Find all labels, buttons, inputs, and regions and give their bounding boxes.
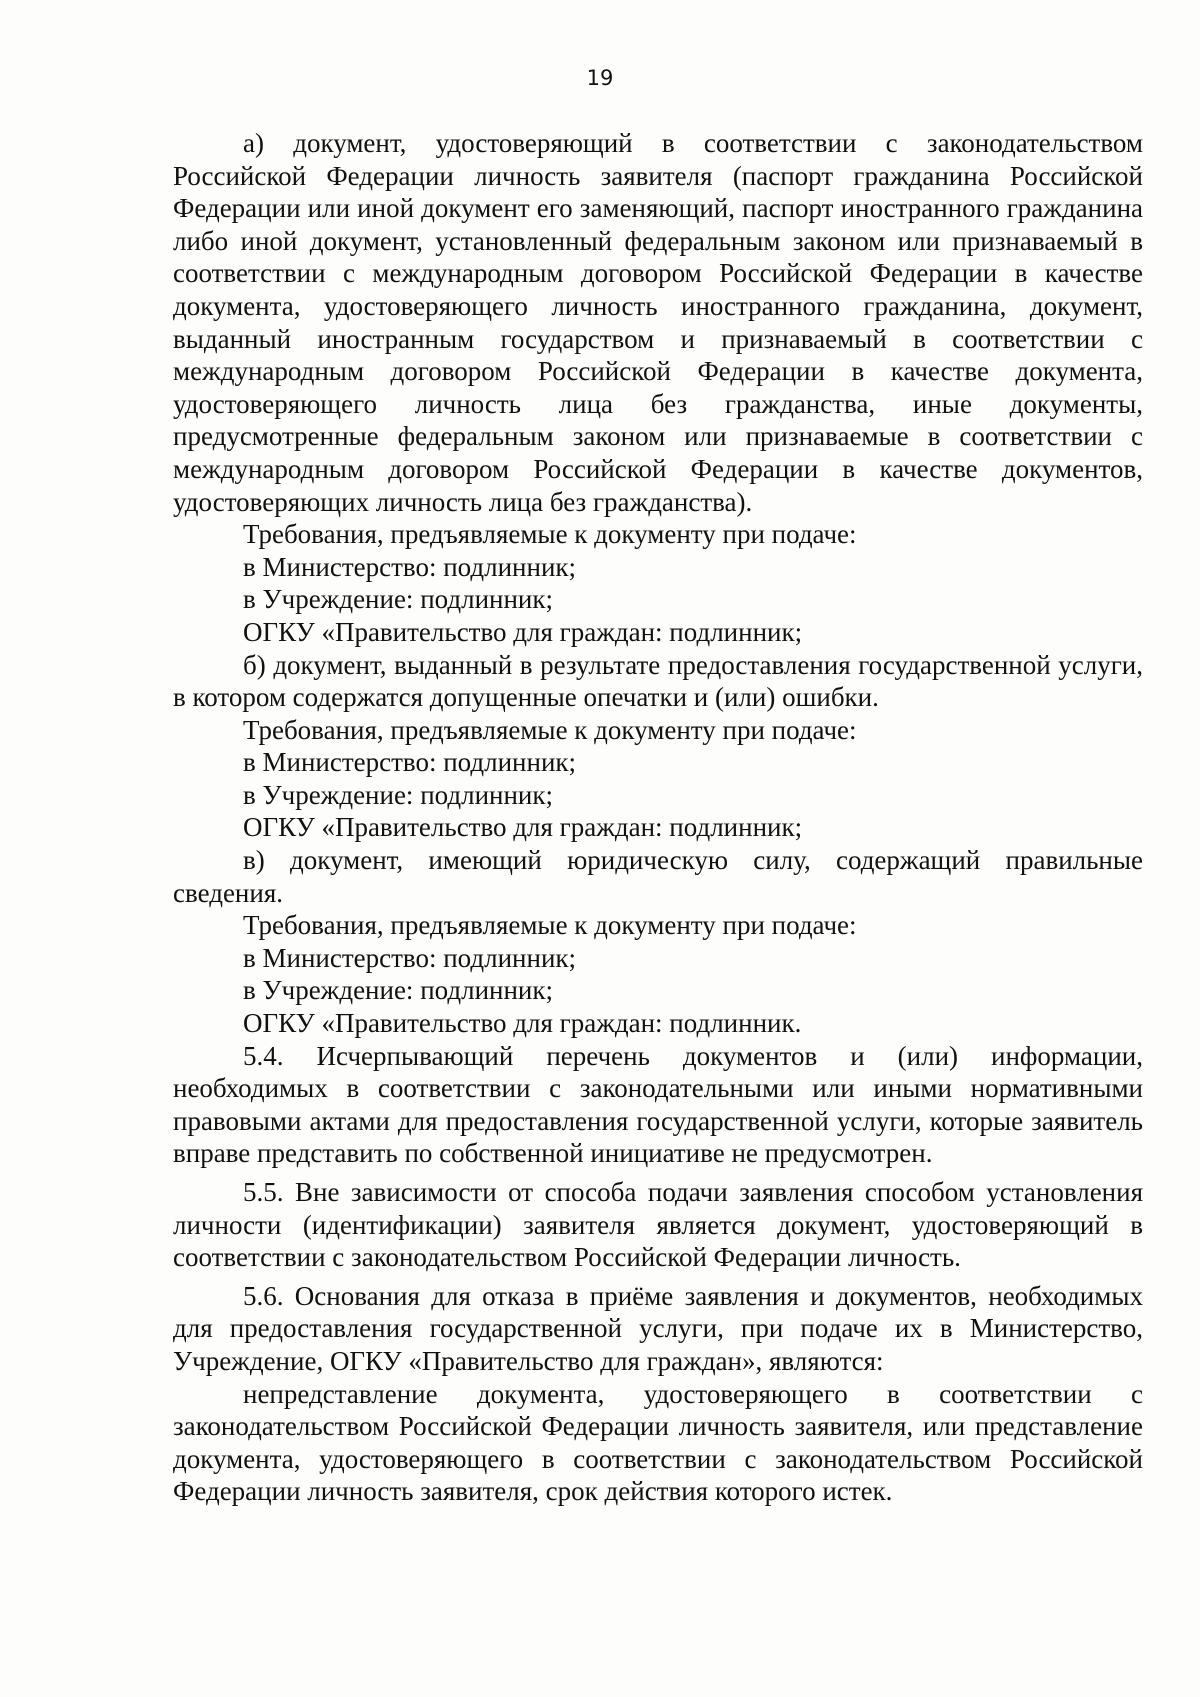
- paragraph-requirements-b: Требования, предъявляемые к документу при подаче:: [243, 714, 857, 745]
- paragraph-ogku-a: ОГКУ «Правительство для граждан: подлинник;: [243, 616, 803, 647]
- paragraph-ogku-c: ОГКУ «Правительство для граждан: подлинник.: [243, 1008, 802, 1039]
- paragraph-institution-b: в Учреждение: подлинник;: [243, 779, 553, 810]
- paragraph-b-document-with-errors: б) документ, выданный в результате предоставления государственной услуги, в котором содержатся допущенные опечатки и (или) ошибки.: [173, 649, 1143, 713]
- paragraph-refusal-ground: непредставление документа, удостоверяющего в соответствии с законодательством Российской Федерации личность заявителя, или представление документа, удостоверяющего в соответствии с законодательством Российской Федерации личность заявителя, срок действия которого истек.: [173, 1378, 1143, 1507]
- page-number: 19: [586, 66, 614, 90]
- paragraph-ministry-c: в Министерство: подлинник;: [243, 942, 577, 973]
- paragraph-ministry-a: в Министерство: подлинник;: [243, 551, 577, 582]
- paragraph-institution-a: в Учреждение: подлинник;: [243, 584, 553, 615]
- paragraph-5-4: 5.4. Исчерпывающий перечень документов и (или) информации, необходимых в соответствии с законодательными или иными нормативными правовыми актами для предоставления государственной услуги, которые заявитель вправе представить по собственной инициативе не предусмотрен.: [173, 1040, 1143, 1169]
- paragraph-ogku-b: ОГКУ «Правительство для граждан: подлинник;: [243, 812, 803, 843]
- paragraph-institution-c: в Учреждение: подлинник;: [243, 975, 553, 1006]
- paragraph-5-6: 5.6. Основания для отказа в приёме заявления и документов, необходимых для предоставления государственной услуги, при подаче их в Министерство, Учреждение, ОГКУ «Правительство для граждан», являются:: [173, 1280, 1143, 1376]
- paragraph-a-identity-document: а) документ, удостоверяющий в соответствии с законодательством Российской Федерации личность заявителя (паспорт гражданина Российской Федерации или иной документ его заменяющий, паспорт иностранного гражданина либо иной документ, установленный федеральным законом или признаваемый в соответствии с международным договором Российской Федерации в качестве документа, удостоверяющего личность иностранного гражданина, документ, выданный иностранным государством и признаваемый в соответствии с международным договором Российской Федерации в качестве документа, удостоверяющего личность лица без гражданства, иные документы, предусмотренные федеральным законом или признаваемые в соответствии с международным договором Российской Федерации в качестве документов, удостоверяющих личность лица без гражданства).: [173, 128, 1143, 517]
- paragraph-requirements-a: Требования, предъявляемые к документу при подаче:: [243, 519, 857, 550]
- paragraph-requirements-c: Требования, предъявляемые к документу при подаче:: [243, 910, 857, 941]
- document-body: [173, 127, 1143, 1508]
- paragraph-ministry-b: в Министерство: подлинник;: [243, 747, 577, 778]
- paragraph-5-5: 5.5. Вне зависимости от способа подачи заявления способом установления личности (идентификации) заявителя является документ, удостоверяющий в соответствии с законодательством Российской Федерации личность.: [173, 1177, 1143, 1273]
- paragraph-c-correct-document: в) документ, имеющий юридическую силу, содержащий правильные сведения.: [173, 845, 1143, 908]
